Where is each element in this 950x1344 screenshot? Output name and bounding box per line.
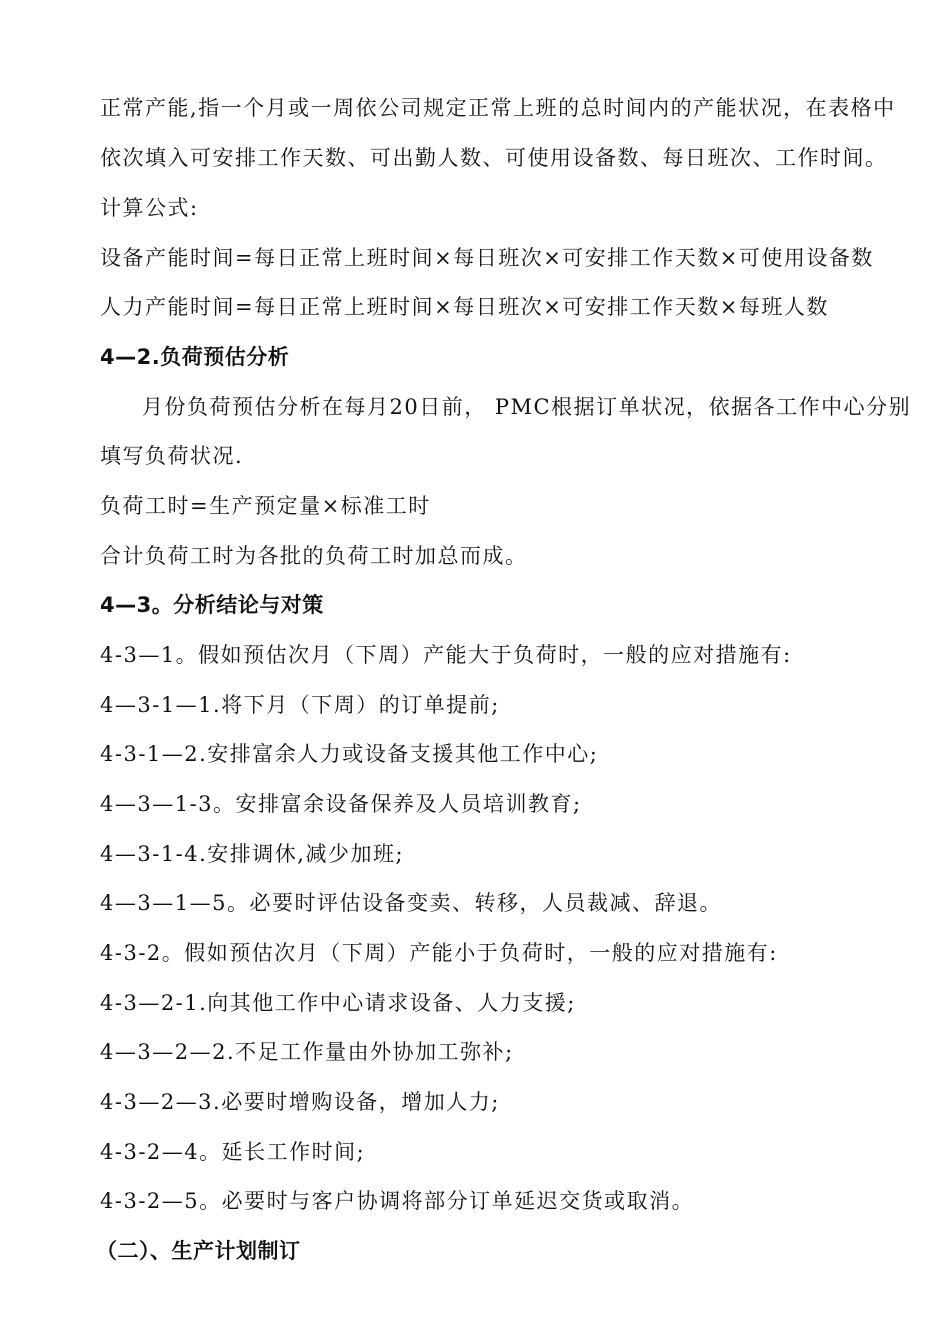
paragraph-text: 依次填入可安排工作天数、可出勤人数、可使用设备数、每日班次、工作时间。 bbox=[100, 146, 888, 170]
list-item: 4-3-1—2.安排富余人力或设备支援其他工作中心; bbox=[100, 742, 599, 766]
formula-intro: 计算公式: bbox=[100, 196, 199, 220]
section-heading-production-plan: （二）、生产计划制订 bbox=[96, 1239, 301, 1263]
list-item: 4-3—2-1.向其他工作中心请求设备、人力支援; bbox=[100, 991, 576, 1015]
equipment-capacity-formula: 设备产能时间=每日正常上班时间×每日班次×可安排工作天数×可使用设备数 bbox=[100, 246, 874, 270]
paragraph-text: 合计负荷工时为各批的负荷工时加总而成。 bbox=[100, 544, 528, 568]
list-item: 4—3—1—5。必要时评估设备变卖、转移，人员裁减、辞退。 bbox=[100, 891, 722, 915]
list-item: 4-3—2—3.必要时增购设备，增加人力; bbox=[100, 1090, 500, 1114]
list-item: 4-3-2—4。延长工作时间; bbox=[100, 1140, 366, 1164]
case-title: 4-3—1。假如预估次月（下周）产能大于负荷时，一般的应对措施有: bbox=[100, 643, 792, 667]
list-item: 4—3—2—2.不足工作量由外协加工弥补; bbox=[100, 1040, 514, 1064]
load-hours-formula: 负荷工时=生产预定量×标准工时 bbox=[100, 494, 431, 518]
manpower-capacity-formula: 人力产能时间=每日正常上班时间×每日班次×可安排工作天数×每班人数 bbox=[100, 295, 829, 319]
case-title: 4-3-2。假如预估次月（下周）产能小于负荷时，一般的应对措施有: bbox=[100, 941, 778, 965]
list-item: 4—3-1-4.安排调休,减少加班; bbox=[100, 842, 405, 866]
list-item: 4—3-1—1.将下月（下周）的订单提前; bbox=[100, 693, 500, 717]
paragraph-text: 填写负荷状况. bbox=[100, 444, 244, 468]
list-item: 4-3-2—5。必要时与客户协调将部分订单延迟交货或取消。 bbox=[100, 1189, 695, 1213]
list-item: 4—3—1-3。安排富余设备保养及人员培训教育; bbox=[100, 792, 582, 816]
section-heading-load-forecast: 4—2.负荷预估分析 bbox=[100, 345, 290, 369]
section-heading-conclusions: 4—3。分析结论与对策 bbox=[100, 593, 324, 617]
paragraph-text: 正常产能,指一个月或一周依公司规定正常上班的总时间内的产能状况，在表格中 bbox=[100, 96, 896, 120]
paragraph-text: 月份负荷预估分析在每月20日前， PMC根据订单状况，依据各工作中心分别 bbox=[142, 395, 912, 419]
